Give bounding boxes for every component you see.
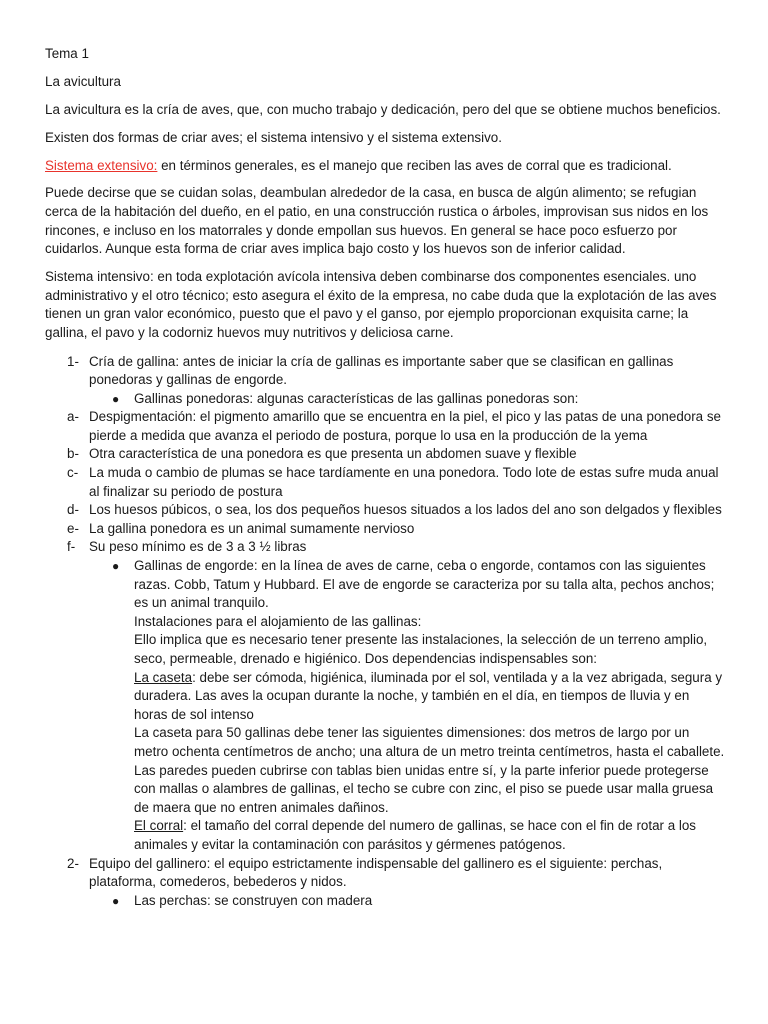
document-page	[45, 45, 725, 910]
list-item-b	[45, 445, 725, 464]
intro-paragraph: La avicultura es la cría de aves, que, con mucho trabajo y dedicación, pero del que se obtiene muchos beneficios.	[45, 101, 721, 117]
list-item-text: Despigmentación: el pigmento amarillo que se encuentra en la piel, el pico y las patas de una ponedora se pierde a medida que avanza el periodo de postura, porque lo usa en la producción de la yema	[89, 409, 721, 443]
intensive-system-paragraph: Sistema intensivo: en toda explotación avícola intensiva deben combinarse dos componentes esenciales. uno administrativo y el otro técnico; esto asegura el éxito de la empresa, no cabe duda que la explotación de las aves tienen un gran valor económico, puesto que el pavo y el ganso, por ejemplo proporcionan exquisita carne; la gallina, el pavo y la codorniz huevos muy nutritivos y deliciosa carne.	[45, 269, 717, 340]
bullet-item-engorde	[45, 557, 725, 613]
list-item-d	[45, 501, 725, 520]
list-item-2	[45, 855, 725, 892]
list-item-text: La gallina ponedora es un animal sumamente nervioso	[89, 520, 415, 536]
corral-paragraph	[45, 817, 725, 854]
bullet-icon: ●	[112, 559, 120, 574]
list-marker: d-	[67, 502, 79, 518]
caseta-label: La caseta	[134, 669, 193, 685]
caseta-paragraph	[45, 669, 725, 725]
list-item-text: Cría de gallina: antes de iniciar la cría de gallinas es importante saber que se clasifican en gallinas ponedoras y gallinas de engorde.	[89, 353, 674, 388]
list-item-a	[45, 408, 725, 445]
walls-paragraph: Las paredes pueden cubrirse con tablas bien unidas entre sí, y la parte inferior puede protegerse con mallas o alambres de gallinas, el techo se cubre con zinc, el piso se puede usar malla gruesa de maera que no entren animales dañinos.	[134, 762, 714, 815]
topic-title: Tema 1	[45, 46, 89, 61]
bullet-text: Gallinas de engorde: en la línea de aves de carne, ceba o engorde, contamos con las siguientes razas. Cobb, Tatum y Hubbard. El ave de engorde se caracteriza por su talla alta, pechos anchos; es un animal tranquilo.	[134, 558, 715, 611]
list-item-text: Su peso mínimo es de 3 a 3 ½ libras	[89, 539, 307, 555]
extensive-system-label: Sistema extensivo:	[45, 157, 158, 173]
caseta-dimensions: La caseta para 50 gallinas debe tener las siguientes dimensiones: dos metros de largo por un metro ochenta centímetros de ancho; una altura de un metro treinta centímetros, hasta el caballete.	[134, 725, 725, 759]
list-marker: e-	[67, 520, 79, 536]
list-item-1	[45, 353, 725, 390]
installations-text: Ello implica que es necesario tener presente las instalaciones, la selección de un terreno amplio, seco, permeable, drenado e higiénico. Dos dependencias indispensables son:	[134, 632, 708, 666]
list-marker: c-	[67, 465, 79, 481]
list-item-text: Los huesos púbicos, o sea, los dos pequeños huesos situados a los lados del ano son delgados y flexibles	[89, 502, 722, 518]
corral-label: El corral	[134, 818, 184, 834]
section-title: La avicultura	[45, 73, 121, 89]
list-item-e	[45, 520, 725, 539]
list-marker: b-	[67, 446, 79, 462]
list-item-c	[45, 464, 725, 501]
list-item-text: La muda o cambio de plumas se hace tardíamente en una ponedora. Todo lote de estas sufre muda anual al finalizar su periodo de postura	[89, 465, 719, 499]
extensive-system-paragraph	[45, 157, 725, 176]
bullet-text: Las perchas: se construyen con madera	[134, 892, 373, 908]
corral-text: : el tamaño del corral depende del numero de gallinas, se hace con el fin de rotar a los animales y evitar la contaminación con parásitos y gérmenes patógenos.	[134, 818, 697, 852]
caseta-text: : debe ser cómoda, higiénica, iluminada por el sol, ventilada y a la vez abrigada, segura y duradera. Las aves la ocupan durante la noche, y también en el día, en tiempos de lluvia y en horas de sol intenso	[134, 669, 723, 722]
extensive-description-paragraph: Puede decirse que se cuidan solas, deambulan alrededor de la casa, en busca de algún alimento; se refugian cerca de la habitación del dueño, en el patio, en una construcción rustica o árboles, improvisan sus nidos en los rincones, e incluso en los matorrales y donde empollan sus huevos. En general se hace poco esfuerzo por cuidarlos. Aunque esta forma de criar aves implica bajo costo y los huevos son de inferior calidad.	[45, 185, 709, 257]
list-item-text: Equipo del gallinero: el equipo estrictamente indispensable del gallinero es el siguiente: perchas, plataforma, comederos, bebederos y nidos.	[89, 855, 663, 890]
list-marker: 1-	[67, 353, 79, 369]
bullet-icon: ●	[112, 893, 120, 908]
list-marker: f-	[67, 539, 76, 555]
list-marker: 2-	[67, 855, 79, 871]
bullet-text: Gallinas ponedoras: algunas características de las gallinas ponedoras son:	[134, 390, 579, 406]
installations-heading: Instalaciones para el alojamiento de las gallinas:	[134, 613, 422, 629]
bullet-item-perchas	[45, 892, 725, 911]
list-marker: a-	[67, 409, 79, 425]
bullet-item-ponedoras	[45, 390, 725, 409]
list-item-f	[45, 538, 725, 557]
bullet-icon: ●	[112, 391, 120, 406]
list-item-text: Otra característica de una ponedora es que presenta un abdomen suave y flexible	[89, 446, 577, 462]
forms-paragraph: Existen dos formas de criar aves; el sistema intensivo y el sistema extensivo.	[45, 129, 502, 145]
extensive-system-text: en términos generales, es el manejo que reciben las aves de corral que es tradicional.	[157, 157, 672, 173]
